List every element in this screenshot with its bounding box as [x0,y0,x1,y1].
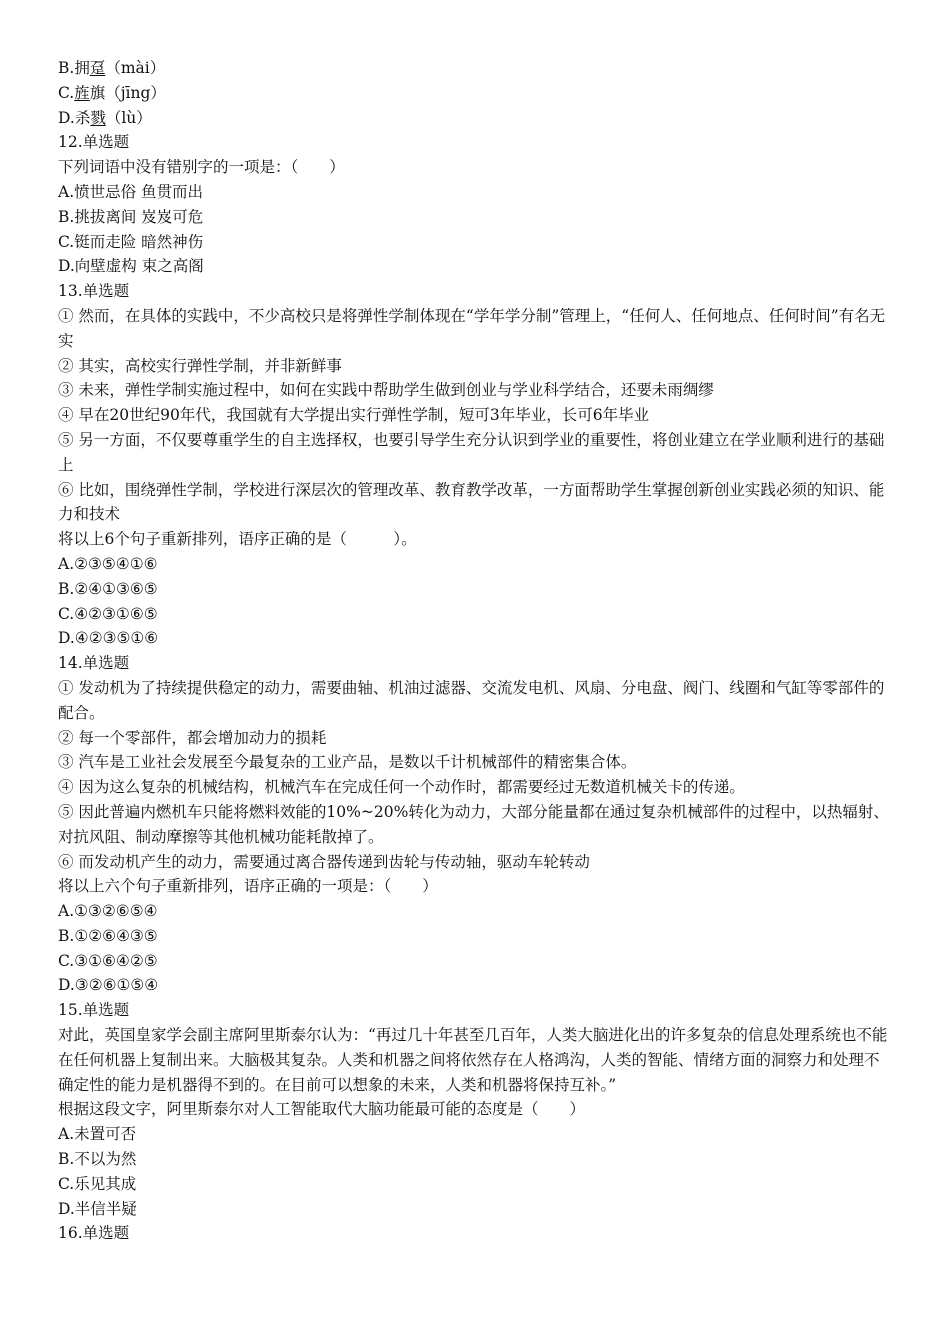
question-line: ③ 汽车是工业社会发展至今最复杂的工业产品，是数以千计机械部件的精密集合体。 [58,753,637,772]
question-line: A.愤世忌俗 鱼贯而出 [58,182,204,201]
question-line: C.铤而走险 暗然神伤 [58,232,204,251]
question-line: B.不以为然 [58,1150,137,1169]
question-line: D.向壁虚构 束之高阁 [58,257,204,276]
question-line: C.③①⑥④②⑤ [58,951,158,970]
question-line: D.④②③⑤①⑥ [58,629,159,648]
question-line: B.①②⑥④③⑤ [58,926,158,945]
question-header: 15.单选题 [58,1001,130,1020]
question-header: 14.单选题 [58,654,130,673]
question-line: ④ 早在20世纪90年代，我国就有大学提出实行弹性学制，短可3年毕业，长可6年毕业 [58,406,650,425]
option-b: B.拥趸（mài） [58,59,166,77]
option-c: C.旌旗（jīng） [58,83,166,102]
question-list [58,130,890,1246]
document-page [58,56,890,1246]
question-line: ② 每一个零部件，都会增加动力的损耗 [58,728,327,747]
question-line: ① 然而，在具体的实践中，不少高校只是将弹性学制体现在“学年学分制”管理上，“任何人、任何地点、任何时间”有名无实 [58,306,886,350]
option-d: D.杀戮（lù） [58,108,152,127]
question-line: 将以上6个句子重新排列，语序正确的是（ ）。 [58,530,417,549]
question-line: C.④②③①⑥⑤ [58,604,158,623]
question-header: 13.单选题 [58,282,130,301]
question-header: 12.单选题 [58,133,130,152]
question-line: B.挑拔离间 岌岌可危 [58,207,204,226]
question-line: 下列词语中没有错别字的一项是：（ ） [58,158,345,177]
question-line: ⑤ 另一方面，不仅要尊重学生的自主选择权，也要引导学生充分认识到学业的重要性，将创业建立在学业顺利进行的基础上 [58,430,885,474]
question-line: B.②④①③⑥⑤ [58,579,158,598]
prev-question-options [58,56,890,130]
question-line: A.①③②⑥⑤④ [58,902,158,921]
question-block [58,651,890,998]
question-block [58,279,890,651]
question-line: D.半信半疑 [58,1199,137,1218]
question-block [58,130,890,279]
question-line: ⑥ 而发动机产生的动力，需要通过离合器传递到齿轮与传动轴，驱动车轮转动 [58,852,590,871]
question-header: 16.单选题 [58,1224,130,1243]
question-line: ⑤ 因此普遍内燃机车只能将燃料效能的10%~20%转化为动力，大部分能量都在通过复杂机械部件的过程中，以热辐射、对抗风阻、制动摩擦等其他机械功能耗散掉了。 [58,802,889,846]
question-line: 根据这段文字，阿里斯泰尔对人工智能取代大脑功能最可能的态度是（ ） [58,1100,586,1119]
question-line: 对此，英国皇家学会副主席阿里斯泰尔认为：“再过几十年甚至几百年，人类大脑进化出的许多复杂的信息处理系统也不能在任何机器上复制出来。大脑极其复杂。人类和机器之间将依然存在人格鸿沟，人类的智能、情绪方面的洞察力和处理不确定性的能力是机器得不到的。在目前可以想象的未来，人类和机器将保持互补。” [58,1026,888,1094]
question-line: ④ 因为这么复杂的机械结构，机械汽车在完成任何一个动作时，都需要经过无数道机械关卡的传递。 [58,778,745,797]
question-line: 将以上六个句子重新排列，语序正确的一项是：（ ） [58,877,438,896]
question-line: A.②③⑤④①⑥ [58,554,158,573]
question-line: ⑥ 比如，围绕弹性学制，学校进行深层次的管理改革、教育教学改革，一方面帮助学生掌握创新创业实践必须的知识、能力和技术 [58,480,885,524]
question-block [58,998,890,1221]
question-line: A.未置可否 [58,1125,137,1144]
question-block [58,1221,890,1246]
question-line: C.乐见其成 [58,1174,137,1193]
question-line: ① 发动机为了持续提供稳定的动力，需要曲轴、机油过滤器、交流发电机、风扇、分电盘、阀门、线圈和气缸等零部件的配合。 [58,678,885,722]
question-line: D.③②⑥①⑤④ [58,976,159,995]
question-line: ② 其实，高校实行弹性学制，并非新鲜事 [58,356,342,375]
question-line: ③ 未来，弹性学制实施过程中，如何在实践中帮助学生做到创业与学业科学结合，还要未雨绸缪 [58,381,714,400]
